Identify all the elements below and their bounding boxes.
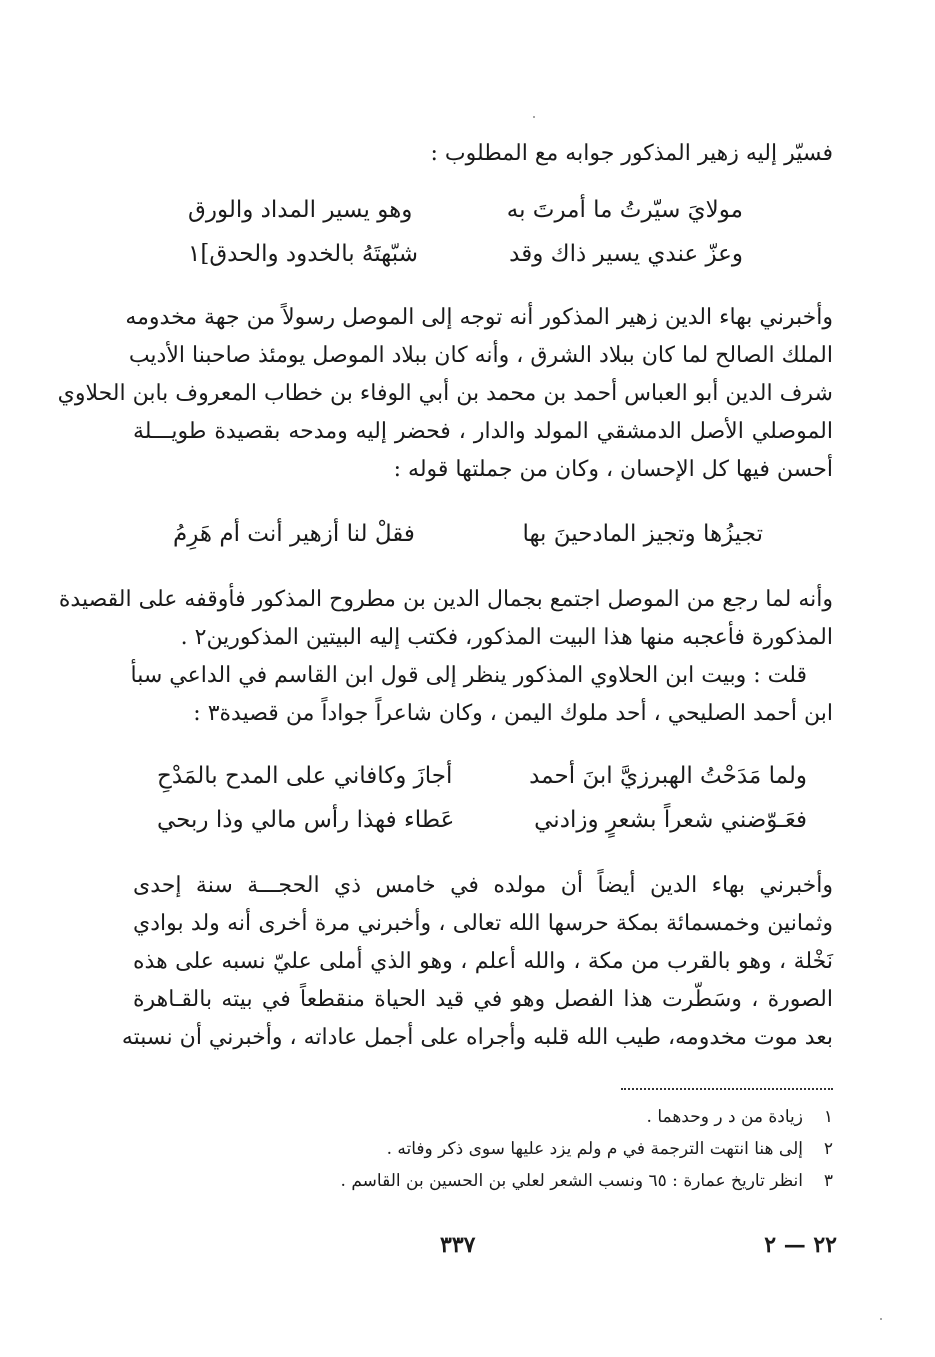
footnote-number: ٢: [823, 1139, 833, 1159]
verse-line: [157, 758, 807, 794]
verse-hemistich-right: تجيزُها وتجيز المادحينَ بها: [522, 521, 763, 547]
verse-hemistich-left: وهو يسير المداد والورق: [188, 197, 413, 223]
footnote-number: ١: [823, 1107, 833, 1127]
paragraph-line: وأخبرني بهاء الدين زهير المذكور أنه توجه إلى الموصل رسولاً من جهة مخدومه: [125, 305, 833, 330]
footnote-text: إلى هنا انتهت الترجمة في م ولم يزد عليها سوى ذكر وفاته .: [386, 1139, 803, 1159]
verse-hemistich-right: فعَـوّضني شعراً بشعرٍ وزادني: [534, 807, 807, 833]
verse-line: [173, 516, 763, 552]
paragraph-line: الموصلي الأصل الدمشقي المولد والدار ، فحضر إليه ومدحه بقصيدة طويـــلة: [133, 419, 833, 444]
signature-mark: ٢٢ — ٢: [764, 1232, 837, 1258]
footnote: [133, 1104, 833, 1130]
scan-speck: [533, 116, 535, 118]
paragraph-line: نَخْلة ، وهو بالقرب من مكة ، والله أعلم ، وهو الذي أملى عليّ نسبه على هذه: [133, 949, 833, 974]
paragraph-line: وأنه لما رجع من الموصل اجتمع بجمال الدين بن مطروح المذكور فأوقفه على القصيدة: [58, 587, 833, 612]
paragraph-line: وثمانين وخمسمائة بمكة حرسها الله تعالى ، وأخبرني مرة أخرى أنه ولد بوادي: [133, 911, 833, 936]
verse-line: [188, 236, 743, 272]
intro-line: فسيّر إليه زهير المذكور جوابه مع المطلوب :: [430, 141, 833, 166]
footnote-number: ٣: [823, 1171, 833, 1191]
paragraph-line: ابن أحمد الصليحي ، أحد ملوك اليمن ، وكان شاعراً جواداً من قصيدة٣ :: [193, 701, 833, 726]
page-number: ٣٣٧: [440, 1232, 476, 1258]
verse-hemistich-right: وعزّ عندي يسير ذاك وقد: [509, 241, 743, 267]
verse-line: [188, 192, 743, 228]
footnote-divider: [621, 1088, 833, 1090]
paragraph-line: الصورة ، وسَطّرت هذا الفصل وهو في قيد الحياة منقطعاً في بيته بالقـاهرة: [133, 987, 833, 1012]
verse-hemistich-left: فقلْ لنا أزهير أنت أم هَرِمُ: [173, 521, 415, 547]
paragraph-line: قلت : وبيت ابن الحلاوي المذكور ينظر إلى قول ابن القاسم في الداعي سبأ: [130, 663, 807, 688]
verse-hemistich-left: أجازَ وكافاني على المدح بالمَدْحِ: [157, 763, 453, 789]
paragraph-line: الملك الصالح لما كان ببلاد الشرق ، وأنه كان ببلاد الموصل يومئذ صاحبنا الأديب: [128, 343, 833, 368]
verse-hemistich-left: عَطاء فهذا رأس مالي وذا ربحي: [157, 807, 455, 833]
footnote-text: زيادة من د ر وحدهما .: [646, 1107, 803, 1127]
paragraph-line: وأخبرني بهاء الدين أيضاً أن مولده في خامس ذي الحجـــة سنة إحدى: [133, 873, 833, 898]
paragraph-line: المذكورة فأعجبه منها هذا البيت المذكور، فكتب إليه البيتين المذكورين٢ .: [180, 625, 833, 650]
footnote: [133, 1136, 833, 1162]
verse-line: [157, 802, 807, 838]
scan-speck: [880, 1318, 882, 1320]
paragraph-line: شرف الدين أبو العباس أحمد بن محمد بن أبي الوفاء بن خطاب المعروف بابن الحلاوي: [57, 381, 833, 406]
footnote: [133, 1168, 833, 1194]
footnote-text: انظر تاريخ عمارة : ٦٥ ونسب الشعر لعلي بن الحسين بن القاسم .: [340, 1171, 803, 1191]
verse-hemistich-right: مولايَ سيّرتُ ما أمرتَ به: [506, 197, 743, 223]
paragraph-line: بعد موت مخدومه، طيب الله قلبه وأجراه على أجمل عاداته ، وأخبرني أن نسبته: [121, 1025, 833, 1050]
paragraph-line: أحسن فيها كل الإحسان ، وكان من جملتها قوله :: [393, 457, 833, 482]
verse-hemistich-left: شبّهتَهُ بالخدود والحدق]١: [188, 241, 418, 267]
verse-hemistich-right: ولما مَدَحْتُ الهبرزيَّ ابنَ أحمد: [529, 763, 807, 789]
